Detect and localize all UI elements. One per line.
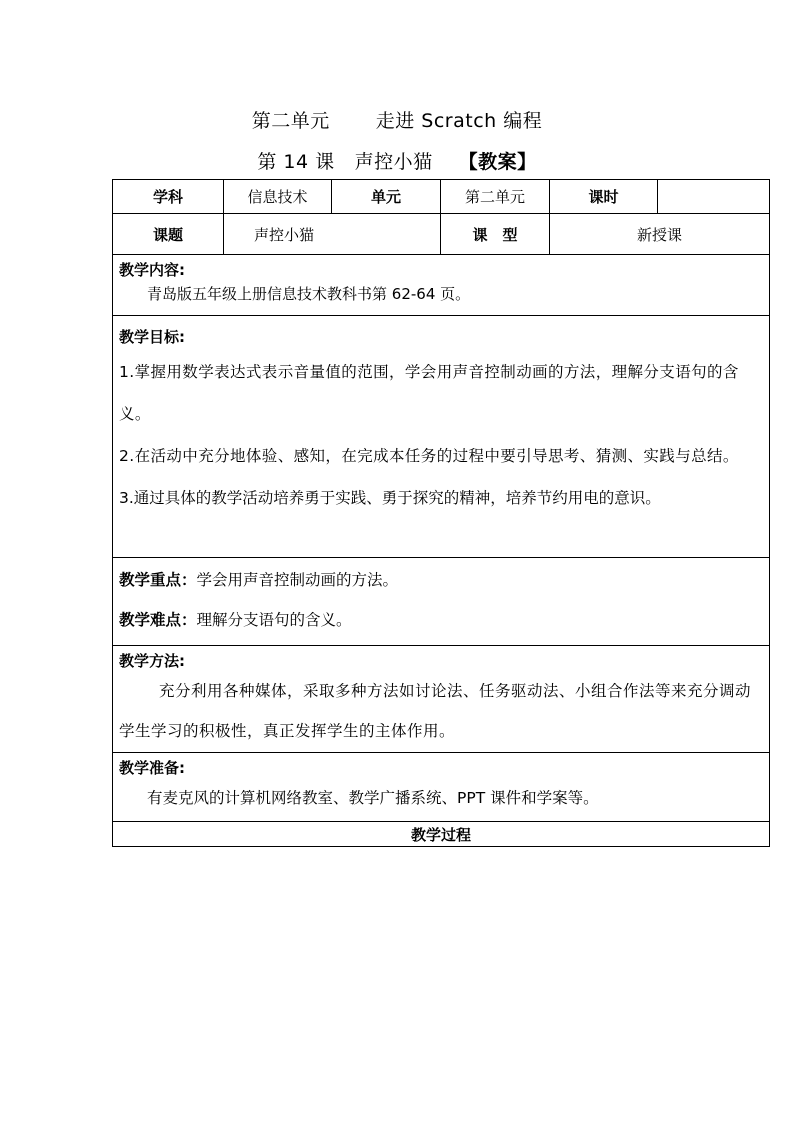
info-row-1 (113, 180, 770, 214)
subject-label: 学科 (113, 180, 224, 214)
objective-item: 2.在活动中充分地体验、感知，在完成本任务的过程中要引导思考、猜测、实践与总结。 (119, 447, 739, 465)
key-points-row (113, 558, 770, 646)
difficulty-label: 教学难点： (119, 611, 197, 629)
focus-line (113, 558, 769, 600)
preparation-label: 教学准备: (119, 759, 185, 777)
process-row (113, 822, 770, 847)
content-text: 青岛版五年级上册信息技术教科书第 62-64 页。 (147, 285, 471, 303)
method-row (113, 646, 770, 753)
method-text: 充分利用各种媒体，采取多种方法如讨论法、任务驱动法、小组合作法等来充分调动学生学习的积极性，真正发挥学生的主体作用。 (119, 682, 752, 740)
objectives-label: 教学目标: (119, 328, 185, 346)
lesson-heading (0, 147, 794, 174)
content-row (113, 255, 770, 316)
subject-value: 信息技术 (224, 180, 332, 214)
hours-value (658, 180, 770, 214)
unit-cell-value: 第二单元 (441, 180, 550, 214)
focus-label: 教学重点： (119, 571, 197, 589)
lesson-title: 声控小猫 (354, 151, 433, 173)
unit-heading (0, 106, 794, 133)
focus-text: 学会用声音控制动画的方法。 (196, 571, 399, 589)
unit-cell-label: 单元 (332, 180, 441, 214)
objective-item: 3.通过具体的教学活动培养勇于实践、勇于探究的精神，培养节约用电的意识。 (119, 489, 661, 507)
info-row-2 (113, 214, 770, 255)
unit-title: 走进 Scratch 编程 (375, 110, 543, 132)
type-value: 新授课 (550, 214, 770, 255)
method-label: 教学方法: (119, 652, 185, 670)
difficulty-text: 理解分支语句的含义。 (196, 611, 352, 629)
preparation-text: 有麦克风的计算机网络教室、教学广播系统、PPT 课件和学案等。 (147, 789, 599, 807)
lesson-number: 第 14 课 (257, 151, 335, 173)
unit-label: 第二单元 (251, 110, 330, 132)
type-label: 课 型 (441, 214, 550, 255)
lesson-plan-table (112, 179, 770, 847)
doc-type: 【教案】 (458, 151, 537, 173)
preparation-row (113, 753, 770, 822)
topic-value: 声控小猫 (224, 214, 441, 255)
process-label: 教学过程 (113, 822, 770, 847)
content-label: 教学内容: (119, 261, 185, 279)
difficulty-line (113, 600, 769, 640)
objectives-row (113, 316, 770, 558)
topic-label: 课题 (113, 214, 224, 255)
hours-label: 课时 (550, 180, 658, 214)
objective-item: 1.掌握用数学表达式表示音量值的范围，学会用声音控制动画的方法，理解分支语句的含义。 (119, 363, 739, 423)
